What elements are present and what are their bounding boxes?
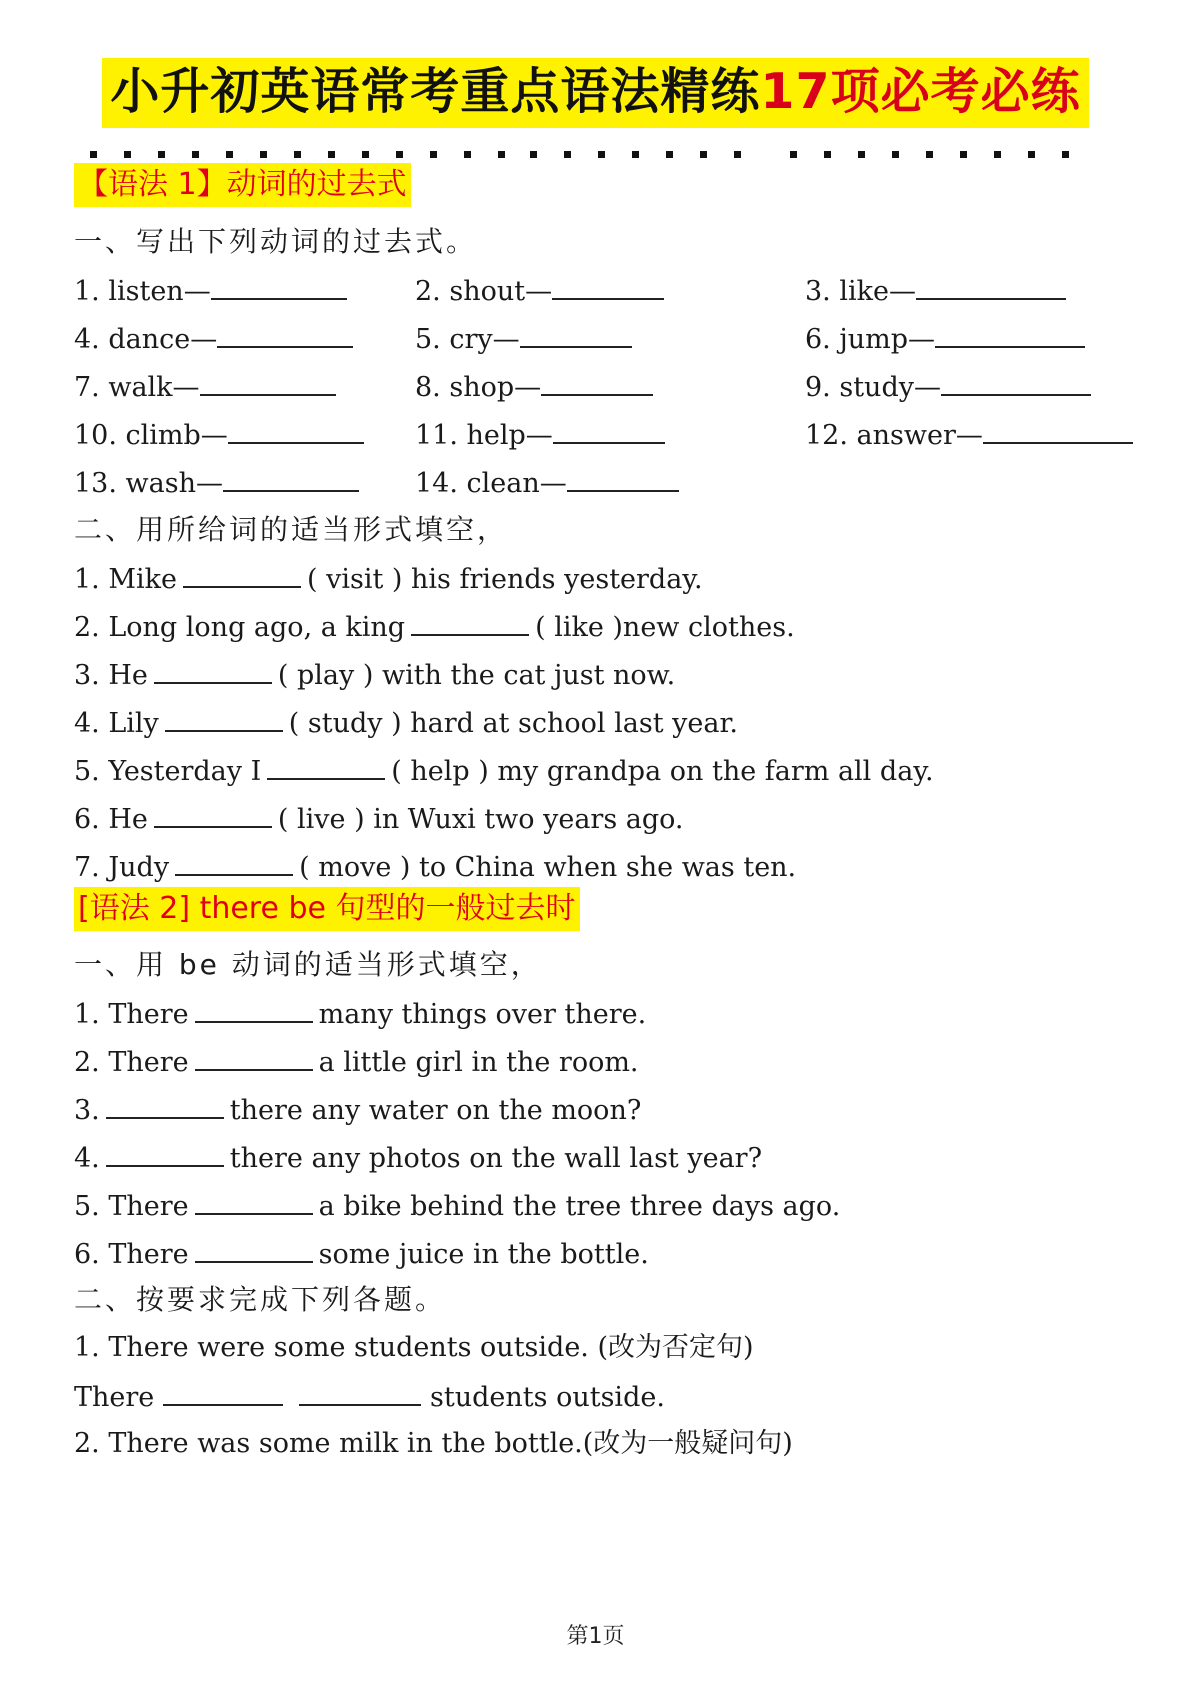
exercise-item	[74, 750, 934, 792]
answer-blank[interactable]	[211, 270, 347, 300]
verb-label: 8. shop—	[415, 372, 542, 403]
divider-dot	[598, 151, 605, 158]
answer-blank[interactable]	[411, 606, 529, 636]
answer-blank[interactable]	[520, 318, 632, 348]
item-suffix: ( study ) hard at school last year.	[288, 708, 739, 739]
exercise-item	[74, 606, 795, 648]
verb-label: 4. dance—	[74, 324, 218, 355]
item-suffix: a little girl in the room.	[318, 1047, 639, 1078]
instruction-be-verb: 一、用 be 动词的适当形式填空，	[74, 948, 542, 981]
item-prefix: 4. Lily	[74, 708, 159, 739]
answer-suffix: students outside.	[430, 1382, 665, 1413]
answer-blank[interactable]	[154, 798, 272, 828]
divider-dot	[994, 151, 1001, 158]
instruction-fill-in: 二、用所给词的适当形式填空，	[74, 513, 509, 546]
divider-dot	[158, 151, 165, 158]
answer-blank[interactable]	[983, 414, 1133, 444]
item-prefix: 4.	[74, 1143, 100, 1174]
instruction-past-tense: 一、写出下列动词的过去式。	[74, 225, 478, 258]
page-title	[102, 58, 1088, 128]
exercise-item	[74, 1089, 641, 1131]
title-area	[0, 58, 1191, 128]
exercise-item	[74, 993, 646, 1035]
item-prefix: 5. There	[74, 1191, 189, 1222]
item-suffix: ( visit ) his friends yesterday.	[306, 564, 703, 595]
verb-item	[805, 270, 1066, 312]
answer-blank[interactable]	[941, 366, 1091, 396]
item-prefix: 2. Long long ago, a king	[74, 612, 406, 643]
item-suffix: ( play ) with the cat just now.	[277, 660, 676, 691]
item-suffix: there any photos on the wall last year?	[229, 1143, 763, 1174]
transform-answer-1	[74, 1376, 665, 1418]
divider-dot	[790, 151, 797, 158]
verb-item	[805, 366, 1091, 408]
answer-blank[interactable]	[106, 1089, 224, 1119]
answer-blank[interactable]	[175, 846, 293, 876]
exercise-item	[74, 654, 675, 696]
divider-dot	[226, 151, 233, 158]
item-suffix: ( live ) in Wuxi two years ago.	[277, 804, 684, 835]
answer-blank[interactable]	[195, 1041, 313, 1071]
item-suffix: ( help ) my grandpa on the farm all day.	[391, 756, 934, 787]
title-highlight: 17项必考必练	[760, 63, 1081, 120]
divider-dot	[858, 151, 865, 158]
exercise-item	[74, 1233, 649, 1275]
verb-label: 3. like—	[805, 276, 916, 307]
divider-dot	[90, 151, 97, 158]
item-prefix: 6. He	[74, 804, 148, 835]
verb-item	[74, 270, 347, 312]
item-prefix: 7. Judy	[74, 852, 170, 883]
verb-label: 2. shout—	[415, 276, 553, 307]
item-prefix: 3.	[74, 1095, 100, 1126]
answer-blank[interactable]	[195, 1185, 313, 1215]
verb-item	[415, 270, 664, 312]
answer-blank[interactable]	[553, 414, 665, 444]
verb-label: 1. listen—	[74, 276, 211, 307]
verb-item	[74, 414, 364, 456]
item-prefix: 3. He	[74, 660, 148, 691]
page-number: 第1页	[566, 1624, 625, 1649]
section-heading-grammar-1: 【语法 1】动词的过去式	[74, 163, 411, 207]
answer-blank[interactable]	[552, 270, 664, 300]
divider-dot	[926, 151, 933, 158]
verb-label: 14. clean—	[415, 468, 567, 499]
divider-dot	[892, 151, 899, 158]
exercise-item	[74, 798, 684, 840]
divider-dot	[362, 151, 369, 158]
answer-blank[interactable]	[228, 414, 364, 444]
title-main: 小升初英语常考重点语法精练	[110, 63, 761, 120]
exercise-item	[74, 1185, 840, 1227]
divider-dot	[464, 151, 471, 158]
verb-item	[415, 366, 653, 408]
answer-blank[interactable]	[165, 702, 283, 732]
divider-dot	[734, 151, 741, 158]
divider-dot	[824, 151, 831, 158]
verb-item	[415, 414, 665, 456]
answer-blank[interactable]	[567, 462, 679, 492]
verb-item	[805, 414, 1133, 456]
divider-dot	[564, 151, 571, 158]
dotted-divider	[90, 148, 1120, 162]
exercise-item	[74, 558, 703, 600]
instruction-transform: 二、按要求完成下列各题。	[74, 1283, 447, 1316]
divider-dot	[1028, 151, 1035, 158]
divider-dot	[430, 151, 437, 158]
verb-label: 10. climb—	[74, 420, 228, 451]
item-suffix: many things over there.	[318, 999, 647, 1030]
divider-dot	[396, 151, 403, 158]
verb-label: 5. cry—	[415, 324, 520, 355]
divider-dot	[260, 151, 267, 158]
divider-dot	[632, 151, 639, 158]
item-prefix: 1. Mike	[74, 564, 177, 595]
verb-label: 13. wash—	[74, 468, 223, 499]
item-suffix: ( like )new clothes.	[535, 612, 795, 643]
divider-dot	[328, 151, 335, 158]
divider-dot	[192, 151, 199, 158]
verb-label: 12. answer—	[805, 420, 983, 451]
divider-dot	[700, 151, 707, 158]
answer-blank[interactable]	[299, 1376, 421, 1406]
item-prefix: 1. There	[74, 999, 189, 1030]
divider-dot	[294, 151, 301, 158]
item-prefix: 2. There	[74, 1047, 189, 1078]
verb-label: 6. jump—	[805, 324, 935, 355]
item-suffix: some juice in the bottle.	[318, 1239, 649, 1270]
divider-dot	[498, 151, 505, 158]
answer-blank[interactable]	[195, 993, 313, 1023]
verb-item	[415, 462, 679, 504]
answer-blank[interactable]	[106, 1137, 224, 1167]
divider-dot	[530, 151, 537, 158]
divider-dot	[1062, 151, 1069, 158]
exercise-item	[74, 846, 796, 888]
verb-item	[415, 318, 632, 360]
verb-item	[74, 366, 336, 408]
transform-question-1: 1. There were some students outside. (改为否定句)	[74, 1332, 754, 1363]
answer-blank[interactable]	[183, 558, 301, 588]
exercise-item	[74, 702, 738, 744]
item-suffix: ( move ) to China when she was ten.	[299, 852, 797, 883]
verb-item	[805, 318, 1085, 360]
verb-label: 9. study—	[805, 372, 941, 403]
answer-prefix: There	[74, 1382, 155, 1413]
exercise-item	[74, 1137, 762, 1179]
answer-blank[interactable]	[935, 318, 1085, 348]
exercise-item	[74, 1041, 639, 1083]
verb-item	[74, 318, 353, 360]
answer-blank[interactable]	[223, 462, 359, 492]
verb-item	[74, 462, 359, 504]
divider-dot	[666, 151, 673, 158]
item-prefix: 5. Yesterday I	[74, 756, 262, 787]
verb-label: 7. walk—	[74, 372, 200, 403]
transform-question-2: 2. There was some milk in the bottle.(改为一般疑问句)	[74, 1428, 793, 1459]
answer-blank[interactable]	[267, 750, 385, 780]
item-prefix: 6. There	[74, 1239, 189, 1270]
answer-blank[interactable]	[916, 270, 1066, 300]
answer-blank[interactable]	[541, 366, 653, 396]
item-suffix: there any water on the moon?	[229, 1095, 642, 1126]
item-suffix: a bike behind the tree three days ago.	[318, 1191, 841, 1222]
answer-blank[interactable]	[200, 366, 336, 396]
answer-blank[interactable]	[154, 654, 272, 684]
section-heading-grammar-2: [语法 2] there be 句型的一般过去时	[74, 887, 580, 931]
answer-blank[interactable]	[217, 318, 353, 348]
divider-dot	[124, 151, 131, 158]
verb-label: 11. help—	[415, 420, 553, 451]
answer-blank[interactable]	[195, 1233, 313, 1263]
divider-dot	[960, 151, 967, 158]
answer-blank[interactable]	[163, 1376, 283, 1406]
